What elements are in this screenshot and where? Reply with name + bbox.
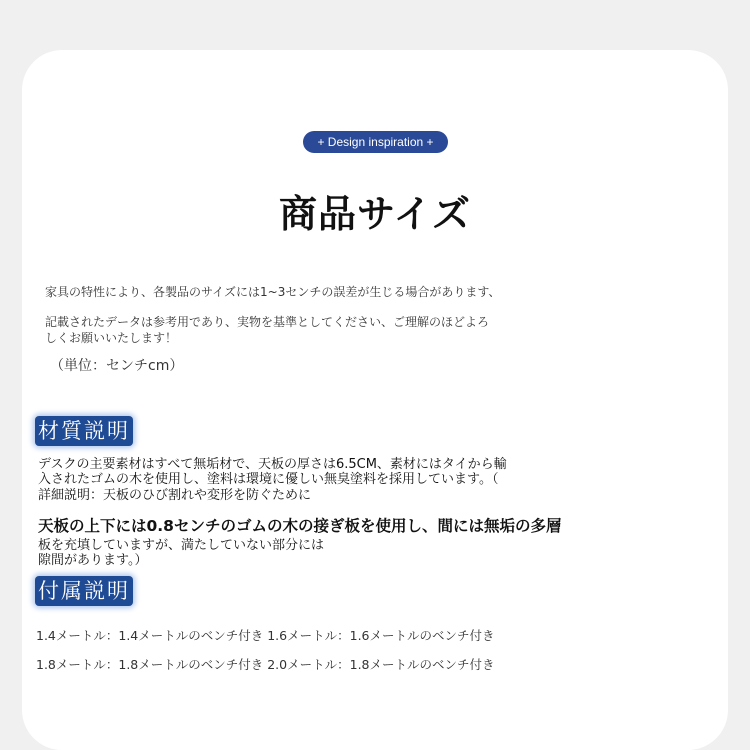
material-tail-line-2: 隙間があります。） <box>38 553 148 568</box>
accessories-line-1: 1.4メートル：1.4メートルのベンチ付き 1.6メートル：1.6メートルのベンチ付き <box>36 628 495 643</box>
size-note-line-2: 記載されたデータは参考用であり、実物を基準としてください、ご理解のほどよろ <box>45 315 490 329</box>
design-inspiration-badge: + Design inspiration + <box>303 131 448 153</box>
content-card <box>22 50 728 750</box>
size-note-line-1: 家具の特性により、各製品のサイズには1~3センチの誤差が生じる場合があります、 <box>45 285 501 299</box>
unit-label: （単位：センチcm） <box>50 358 184 374</box>
material-line-3: 詳細説明：天板のひび割れや変形を防ぐために <box>38 488 312 503</box>
accessories-heading: 付属説明 <box>35 576 133 606</box>
page-title: 商品サイズ <box>279 192 471 236</box>
material-line-1: デスクの主要素材はすべて無垢材で、天板の厚さは6.5CM、素材にはタイから輸 <box>38 457 507 472</box>
material-tail-line-1: 板を充填していますが、満たしていない部分には <box>38 538 325 553</box>
accessories-line-2: 1.8メートル：1.8メートルのベンチ付き 2.0メートル：1.8メートルのベンチ付き <box>36 657 495 672</box>
size-note-line-3: しくお願いいたします！ <box>45 331 178 345</box>
material-emphasis-line: 天板の上下には0.8センチのゴムの木の接ぎ板を使用し、間には無垢の多層 <box>38 517 562 535</box>
material-heading: 材質説明 <box>35 416 133 446</box>
material-line-2: 入されたゴムの木を使用し、塗料は環境に優しい無臭塗料を採用しています。（ <box>38 472 499 487</box>
